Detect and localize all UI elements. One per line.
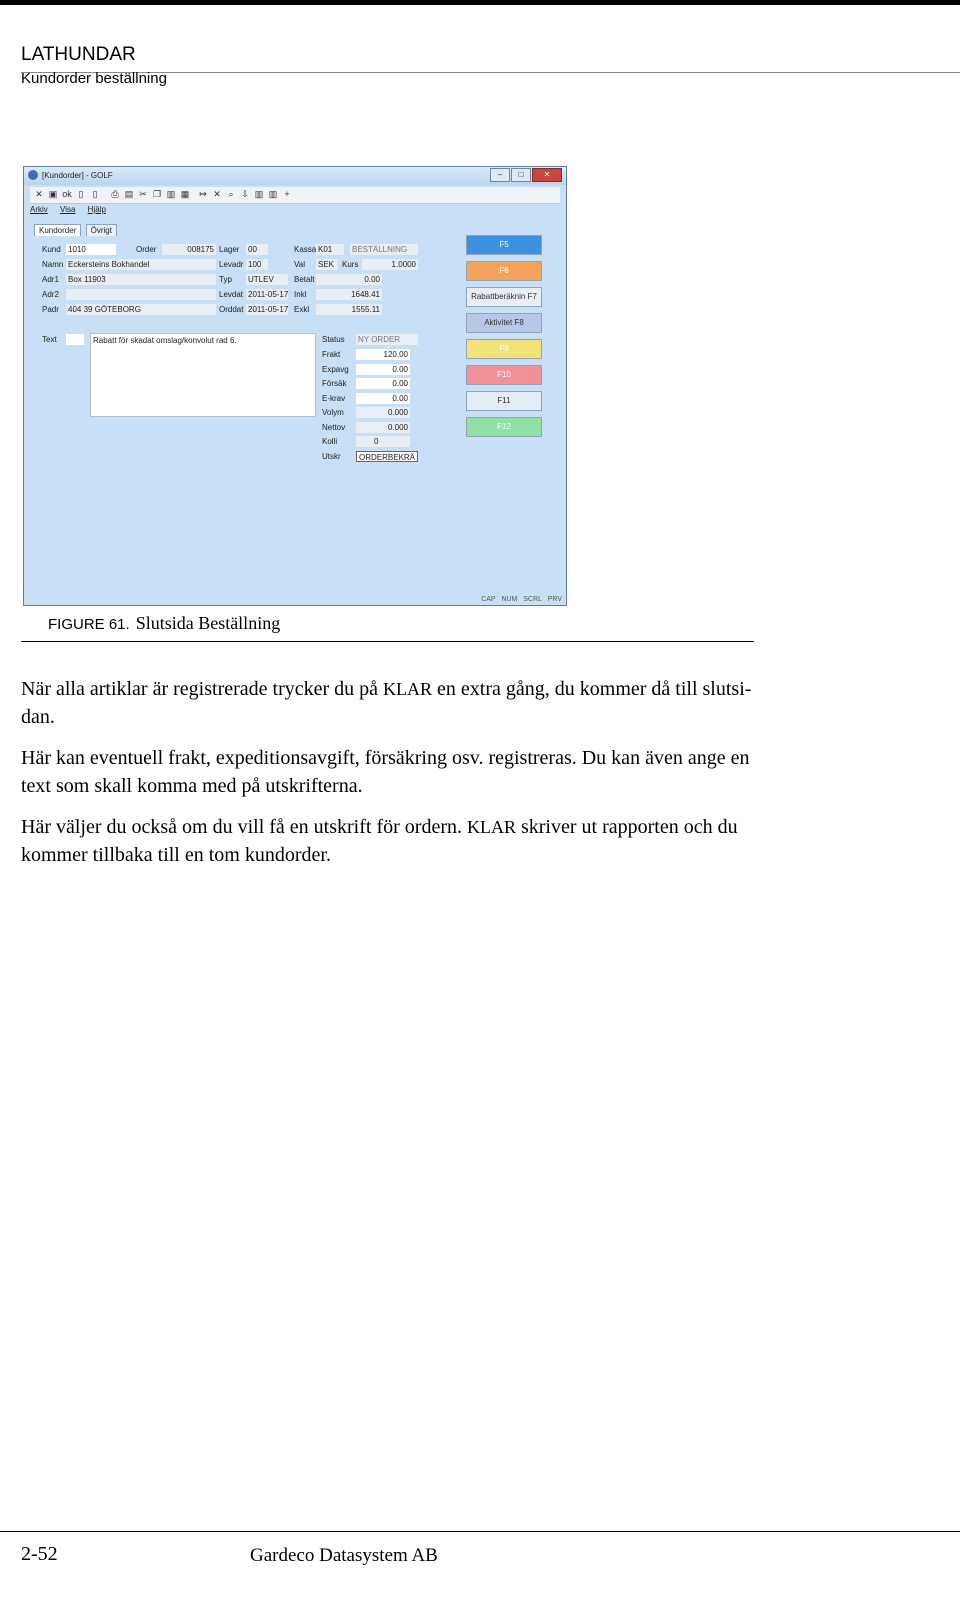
find-icon[interactable]: ⌕ xyxy=(228,189,234,199)
p1-text-c: dan. xyxy=(21,706,55,728)
adr2-label: Adr2 xyxy=(42,290,59,299)
kund-field[interactable]: 1010 xyxy=(66,244,116,255)
toolbar xyxy=(30,187,560,204)
p1-text-b: en extra gång, du kommer då till slutsi- xyxy=(432,678,752,700)
volym-field[interactable]: 0.000 xyxy=(356,407,410,418)
add-icon[interactable]: + xyxy=(284,189,290,199)
kurs-field[interactable]: 1.0000 xyxy=(362,259,418,270)
fkey-button-8[interactable]: Aktivitet F8 xyxy=(466,313,542,333)
namn-label: Namn xyxy=(42,260,64,269)
text-area[interactable]: Rabatt för skadat omslag/konvolut rad 6. xyxy=(90,333,316,417)
paragraph-1 xyxy=(21,675,941,731)
menu-arkiv[interactable]: Arkiv xyxy=(30,205,48,214)
p3-text-a: Här väljer du också om du vill få en utskrift för ordern. xyxy=(21,816,467,838)
menu-hjalp[interactable]: Hjälp xyxy=(87,205,106,214)
new-icon[interactable]: ▯ xyxy=(78,189,84,199)
maximize-icon[interactable]: □ xyxy=(511,168,531,182)
fkey-button-5[interactable]: F5 xyxy=(466,235,542,255)
page-header-title: LATHUNDAR xyxy=(21,44,136,65)
nettov-label: Nettov xyxy=(322,423,346,432)
betalt-label: Betalt xyxy=(294,275,315,284)
kassa-label: Kassa xyxy=(294,245,317,254)
orddat-label: Orddat xyxy=(219,305,244,314)
p3-text-b: skriver ut rapporten och du xyxy=(515,816,738,838)
ekrav-field[interactable]: 0.00 xyxy=(356,393,410,404)
tab-strip xyxy=(34,224,119,238)
page-number: 2-52 xyxy=(21,1543,58,1565)
padr-label: Padr xyxy=(42,305,59,314)
status-bar xyxy=(477,596,562,603)
order-field[interactable]: 008175 xyxy=(162,244,216,255)
kolli-label: Kolli xyxy=(322,437,338,446)
adr1-label: Adr1 xyxy=(42,275,59,284)
figure-caption xyxy=(48,613,280,634)
kundorder-window-screenshot xyxy=(23,166,567,606)
clipboard-icon[interactable]: ▦ xyxy=(180,189,190,199)
cancel-icon[interactable]: ✕ xyxy=(35,189,43,199)
volym-label: Volym xyxy=(322,408,344,417)
import-icon[interactable]: ⇩ xyxy=(241,189,249,199)
print-icon[interactable]: ⎙ xyxy=(111,189,119,199)
p3-klar: KLAR xyxy=(466,817,516,837)
padr-field[interactable]: 404 39 GÖTEBORG xyxy=(66,304,216,315)
kurs-label: Kurs xyxy=(342,260,359,269)
chart-icon[interactable]: ▥ xyxy=(254,189,264,199)
cut-icon[interactable]: ✂ xyxy=(139,189,147,199)
fkey-button-9[interactable]: F9 xyxy=(466,339,542,359)
fkey-button-6[interactable]: F6 xyxy=(466,261,542,281)
app-icon xyxy=(28,170,38,180)
order-label: Order xyxy=(136,245,157,254)
tab-kundorder[interactable]: Kundorder xyxy=(34,224,81,236)
adr2-field[interactable] xyxy=(66,289,216,300)
status-prv: PRV xyxy=(547,596,562,603)
preview-icon[interactable]: ▤ xyxy=(124,189,134,199)
status-cap: CAP xyxy=(481,596,496,603)
insert-row-icon[interactable]: ↦ xyxy=(199,189,207,199)
delete-row-icon[interactable]: ✕ xyxy=(213,189,221,199)
figure-title: Slutsida Beställning xyxy=(135,613,281,633)
fkey-button-11[interactable]: F11 xyxy=(466,391,542,411)
footer-rule xyxy=(0,1531,960,1532)
nettov-field[interactable]: 0.000 xyxy=(356,422,410,433)
doc-icon[interactable]: ▯ xyxy=(92,189,98,199)
namn-field[interactable]: Eckersteins Bokhandel xyxy=(66,259,216,270)
frakt-label: Frakt xyxy=(322,350,341,359)
order-form xyxy=(32,237,462,587)
typ-dropdown[interactable]: UTLEV xyxy=(246,274,288,285)
orddat-field[interactable]: 2011-05-17 xyxy=(248,305,288,314)
figure-number: FIGURE 61. xyxy=(48,616,130,633)
status-dropdown[interactable]: NY ORDER xyxy=(356,334,418,345)
val-field[interactable]: SEK xyxy=(316,259,338,270)
p2-text-a: Här kan eventuell frakt, expeditionsavgift, försäkring osv. registreras. Du kan även ange en xyxy=(21,747,750,769)
report-icon[interactable]: ▥ xyxy=(268,189,278,199)
fkey-button-7[interactable]: Rabattberäknin F7 xyxy=(466,287,542,307)
inkl-field[interactable]: 1648.41 xyxy=(316,289,382,300)
order-status-dropdown[interactable]: BESTÄLLNING xyxy=(350,244,418,255)
exkl-label: Exkl xyxy=(294,305,310,314)
status-scrl: SCRL xyxy=(523,596,542,603)
forsak-field[interactable]: 0.00 xyxy=(356,378,410,389)
betalt-field[interactable]: 0.00 xyxy=(316,274,382,285)
inkl-label: Inkl xyxy=(294,290,307,299)
window-title: [Kundorder] - GOLF xyxy=(42,171,113,180)
status-num: NUM xyxy=(501,596,518,603)
fkey-button-10[interactable]: F10 xyxy=(466,365,542,385)
p3-text-c: kommer tillbaka till en tom kundorder. xyxy=(21,844,331,866)
kolli-field[interactable]: 0 xyxy=(356,436,410,447)
paragraph-3 xyxy=(21,813,941,869)
page-header-subtitle: Kundorder beställning xyxy=(21,70,167,87)
expavg-label: Expavg xyxy=(322,365,349,374)
paragraph-2 xyxy=(21,744,941,800)
p1-klar: KLAR xyxy=(383,679,433,699)
exkl-field[interactable]: 1555.11 xyxy=(316,304,382,315)
figure-rule xyxy=(21,641,754,642)
typ-label: Typ xyxy=(219,275,232,284)
window-titlebar xyxy=(24,167,566,185)
ekrav-label: E-krav xyxy=(322,394,346,403)
levdat-field[interactable]: 2011-05-17 xyxy=(248,290,288,299)
tab-ovrigt[interactable]: Övrigt xyxy=(86,224,117,236)
utskr-label: Utskr xyxy=(322,452,341,461)
save-icon[interactable]: ▣ xyxy=(48,189,58,199)
company-name: Gardeco Datasystem AB xyxy=(250,1545,438,1566)
text-label: Text xyxy=(42,335,57,344)
paste-icon[interactable]: ▥ xyxy=(166,189,176,199)
close-icon[interactable]: ✕ xyxy=(532,168,562,182)
forsak-label: Försäk xyxy=(322,379,347,388)
ok-icon[interactable]: ok xyxy=(62,189,72,199)
val-label: Val xyxy=(294,260,305,269)
minimize-icon[interactable]: – xyxy=(490,168,510,182)
kassa-field[interactable]: K01 xyxy=(316,244,344,255)
levdat-label: Levdat xyxy=(219,290,244,299)
fkey-button-12[interactable]: F12 xyxy=(466,417,542,437)
menubar xyxy=(30,205,116,219)
status-label: Status xyxy=(322,335,345,344)
lager-label: Lager xyxy=(219,245,240,254)
expavg-field[interactable]: 0.00 xyxy=(356,364,410,375)
levadr-label: Levadr xyxy=(219,260,244,269)
levadr-field[interactable]: 100 xyxy=(246,259,268,270)
text-code-field[interactable] xyxy=(66,334,84,345)
frakt-field[interactable]: 120.00 xyxy=(356,349,410,360)
p1-text-a: När alla artiklar är registrerade trycker du på xyxy=(21,678,384,700)
p2-text-b: text som skall komma med på utskrifterna. xyxy=(21,775,363,797)
copy-icon[interactable]: ❐ xyxy=(152,189,162,199)
adr1-field[interactable]: Box 11903 xyxy=(66,274,216,285)
menu-visa[interactable]: Visa xyxy=(60,205,76,214)
kund-label: Kund xyxy=(42,245,61,254)
utskr-dropdown[interactable]: ORDERBEKRÄ xyxy=(356,451,418,462)
lager-field[interactable]: 00 xyxy=(246,244,268,255)
top-border xyxy=(0,0,960,5)
